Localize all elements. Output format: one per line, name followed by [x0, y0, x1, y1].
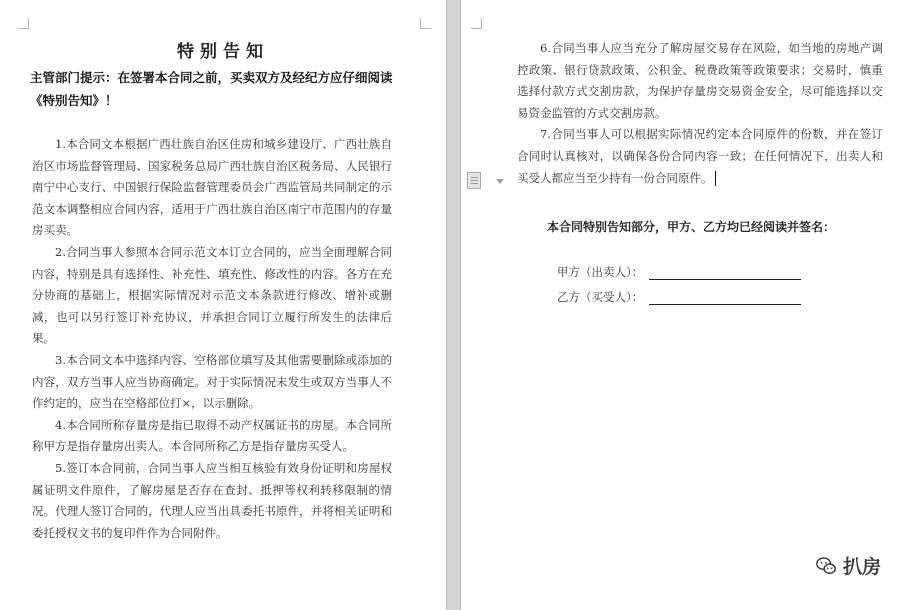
watermark-text: 扒房 — [843, 556, 882, 578]
clause-6[interactable]: 6.合同当事人应当充分了解房屋交易存在风险，如当地的房地产调控政策、银行贷款政策、公积金、税费政策等政策要求；交易时，慎重选择付款方式交割房款，为保护存量房交易资金安全，尽可能选择以交易资金监管的方式交割房款。 — [517, 41, 883, 120]
party-b-signature-row — [557, 289, 801, 305]
paste-options-dropdown-icon[interactable] — [496, 179, 504, 184]
clauses-list-left — [32, 134, 392, 544]
paste-options-icon[interactable] — [467, 172, 481, 189]
party-b-label: 乙方（买受人）： — [557, 290, 644, 304]
page-gutter — [446, 0, 461, 610]
clause-4[interactable]: 4.本合同所称存量房是指已取得不动产权属证书的房屋。本合同所称甲方是指存量房出卖人。本合同所称乙方是指存量房买受人。 — [32, 417, 392, 454]
signature-heading: 本合同特别告知部分，甲方、乙方均已经阅读并签名： — [547, 220, 836, 234]
party-a-signature-line[interactable] — [649, 267, 801, 280]
crop-mark-top-right — [420, 18, 431, 29]
clause-1[interactable]: 1.本合同文本根据广西壮族自治区住房和城乡建设厅、广西壮族自治区市场监督管理局、国家税务总局广西壮族自治区税务局、人民银行南宁中心支行、中国银行保险监督管理委员会广西监管局共同制定的示范文本调整相应合同内容，适用于广西壮族自治区南宁市范围内的存量房买卖。 — [32, 137, 392, 238]
watermark — [815, 552, 881, 579]
party-a-signature-row — [557, 264, 801, 280]
crop-mark-top-left-right-page — [471, 18, 482, 29]
document-page-left[interactable] — [0, 0, 446, 610]
clause-5[interactable]: 5.签订本合同前，合同当事人应当相互核验有效身份证明和房屋权属证明文件原件，了解房屋是否存在查封、抵押等权利转移限制的情况。代理人签订合同的，代理人应当出具委托书原件，并将相关证明和委托授权文书的复印件作为合同附件。 — [32, 460, 392, 540]
gutter-edge-left — [446, 0, 447, 610]
clause-7[interactable] — [517, 124, 883, 189]
clause-2[interactable]: 2.合同当事人参照本合同示范文本订立合同的，应当全面理解合同内容，特别是具有选择性、补充性、填充性、修改性的内容。各方在充分协商的基础上，根据实际情况对示范文本条款进行修改、增补或删减，也可以另行签订补充协议，并承担合同订立履行所发生的法律后果。 — [32, 244, 392, 346]
clauses-list-right — [517, 38, 883, 189]
party-b-signature-line[interactable] — [649, 292, 801, 305]
clause-3[interactable]: 3.本合同文本中选择内容、空格部位填写及其他需要删除或添加的内容，双方当事人应当协商确定。对于实际情况未发生或双方当事人不作约定的，应当在空格部位打×，以示删除。 — [32, 352, 392, 411]
clause-7-text: 7.合同当事人可以根据实际情况约定本合同原件的份数，并在签订合同时认真核对，以确保各份合同内容一致；在任何情况下，出卖人和买受人都应当至少持有一份合同原件。 — [517, 127, 883, 185]
party-a-label: 甲方（出卖人）： — [557, 265, 644, 279]
crop-mark-top-left — [18, 18, 29, 29]
page-title: 特别告知 — [177, 42, 269, 62]
text-cursor — [715, 171, 717, 186]
notice-text: 主管部门提示：在签署本合同之前，买卖双方及经纪方应仔细阅读《特别告知》！ — [30, 70, 393, 108]
document-page-right[interactable] — [461, 0, 922, 610]
wechat-icon — [815, 555, 837, 577]
